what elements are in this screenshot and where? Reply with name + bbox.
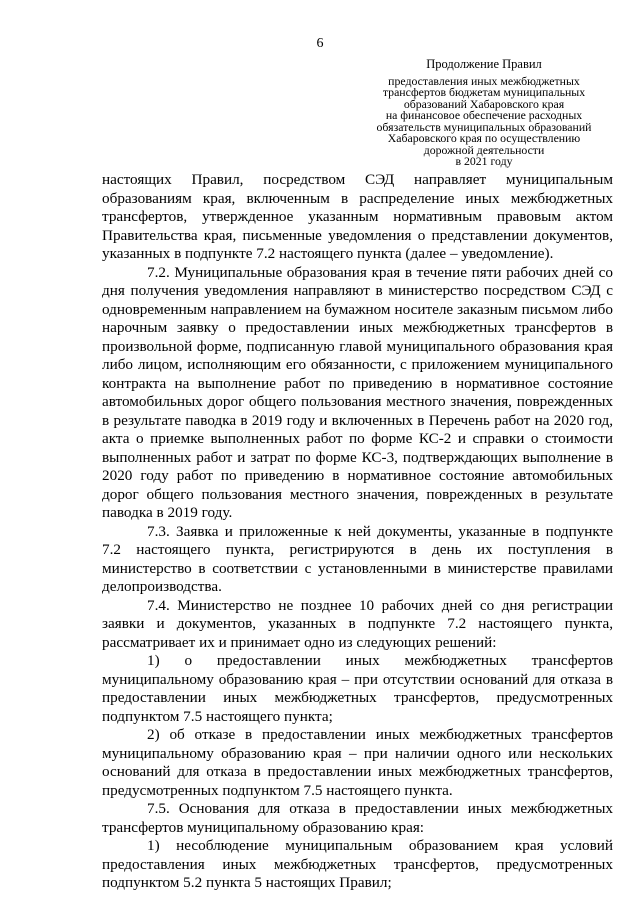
paragraph-7-2: 7.2. Муниципальные образования края в течение пяти рабочих дней со дня получения уведомления направляют в министерство посредством СЭД с одновременным направлением на бумажном носителе заказным письмом либо нарочным заявку о предоставлении иных межбюджетных трансфертов в произвольной форме, подписанную главой муниципального образования края либо лицом, исполняющим его обязанности, с приложением муниципального контракта на выполнение работ по приведению в нормативное состояние автомобильных дорог общего пользования местного значения, поврежденных в результате паводка в 2019 году и включенных в Перечень работ на 2020 год, акта о приемке выполненных работ по форме КС-2 и справки о стоимости выполненных работ и затрат по форме КС-3, подтверждающих выполнение в 2020 году работ по приведению в нормативное состояние автомобильных дорог общего пользования местного значения, поврежденных в результате паводка в 2019 году. bbox=[102, 263, 613, 521]
paragraph-7-4-item-1: 1) о предоставлении иных межбюджетных трансфертов муниципальному образованию края – при отсутствии оснований для отказа в предоставлении иных межбюджетных трансфертов, предусмотренных подпунктом 7.5 настоящего пункта; bbox=[102, 652, 613, 725]
header-line: Хабаровского края по осуществлению bbox=[387, 131, 581, 145]
paragraph-7-4-item-2: 2) об отказе в предоставлении иных межбюджетных трансфертов муниципальному образованию края – при наличии одного или нескольких оснований для отказа в предоставлении иных межбюджетных трансфертов, предусмотренных подпунктом 7.5 настоящего пункта. bbox=[102, 726, 613, 799]
header-line: в 2021 году bbox=[455, 154, 513, 168]
paragraph-7-5: 7.5. Основания для отказа в предоставлении иных межбюджетных трансфертов муниципальному образованию края: bbox=[102, 800, 613, 836]
paragraph-7-5-item-1: 1) несоблюдение муниципальным образованием края условий предоставления иных межбюджетных трансфертов, предусмотренных подпунктом 5.2 пункта 5 настоящих Правил; bbox=[102, 837, 613, 891]
page-number: 6 bbox=[316, 36, 324, 51]
header-line: предоставления иных межбюджетных bbox=[388, 73, 580, 88]
header-line: образований Хабаровского края bbox=[403, 96, 565, 111]
header-line: дорожной деятельности bbox=[423, 142, 545, 157]
header-continuation: Продолжение Правил bbox=[426, 57, 542, 71]
paragraph-7-3: 7.3. Заявка и приложенные к ней документы, указанные в подпункте 7.2 настоящего пункта, регистрируются в день их поступления в министерство в соответствии с установленными в министерстве правилами делопроизводства. bbox=[102, 522, 613, 595]
header-line: на финансовое обеспечение расходных bbox=[385, 108, 583, 122]
header-line: обязательств муниципальных образований bbox=[376, 119, 592, 134]
paragraph-continuation: настоящих Правил, посредством СЭД направляет муниципальным образованиям края, включенным в распределение иных межбюджетных трансфертов, утвержденное указанным нормативным правовым актом Правительства края, письменные уведомления о представлении документов, указанных в подпункте 7.2 настоящего пункта (далее – уведомление). bbox=[102, 171, 613, 262]
header-line: трансфертов бюджетам муниципальных bbox=[382, 85, 586, 99]
header-block bbox=[355, 59, 613, 168]
paragraph-7-4: 7.4. Министерство не позднее 10 рабочих дней со дня регистрации заявки и документов, указанных в подпункте 7.2 настоящего пункта, рассматривает их и принимает одно из следующих решений: bbox=[102, 596, 613, 651]
body-text bbox=[102, 171, 613, 893]
